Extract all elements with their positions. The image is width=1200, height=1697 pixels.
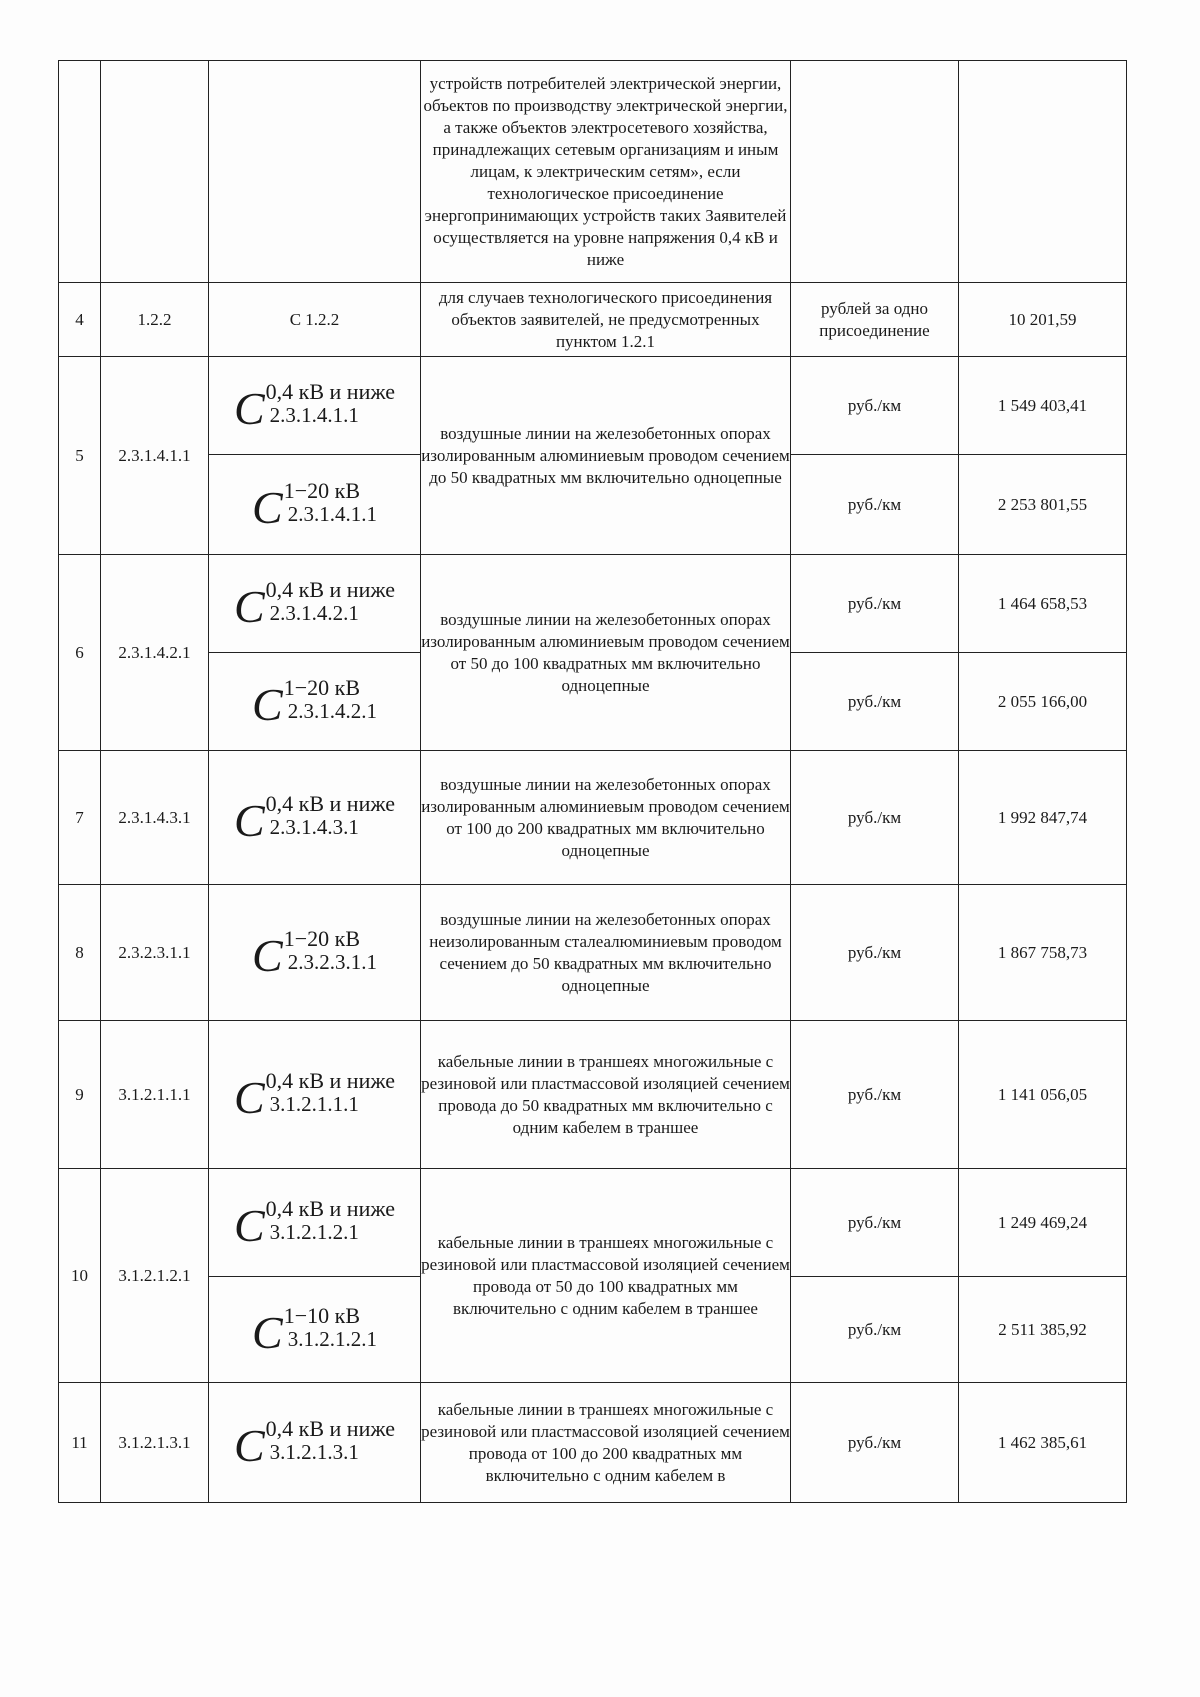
table-row xyxy=(59,1021,1127,1169)
num-cell: 4 xyxy=(59,283,101,357)
rate-cell xyxy=(209,357,421,455)
value-cell: 10 201,59 xyxy=(959,283,1127,357)
rate-formula: C 1−20 кВ 2.3.1.4.2.1 xyxy=(252,674,377,730)
rate-cell xyxy=(209,1383,421,1503)
unit-cell: руб./км xyxy=(791,1169,959,1277)
unit-cell: руб./км xyxy=(791,555,959,653)
code-cell xyxy=(101,61,209,283)
num-cell: 9 xyxy=(59,1021,101,1169)
rate-formula: C 0,4 кВ и ниже 2.3.1.4.1.1 xyxy=(233,378,396,434)
code-cell: 2.3.1.4.3.1 xyxy=(101,751,209,885)
unit-cell: руб./км xyxy=(791,1021,959,1169)
rate-cell xyxy=(209,1277,421,1383)
rate-formula: C 1−20 кВ 2.3.1.4.1.1 xyxy=(252,477,377,533)
value-cell: 1 549 403,41 xyxy=(959,357,1127,455)
description-cell: воздушные линии на железобетонных опорах изолированным алюминиевым проводом сечением до 50 квадратных мм включительно одноцепные xyxy=(421,357,791,555)
num-cell: 5 xyxy=(59,357,101,555)
value-cell xyxy=(959,61,1127,283)
description-cell: воздушные линии на железобетонных опорах неизолированным сталеалюминиевым проводом сечением до 50 квадратных мм включительно одноцепные xyxy=(421,885,791,1021)
rate-cell xyxy=(209,751,421,885)
rate-formula: C 1−20 кВ 2.3.2.3.1.1 xyxy=(252,925,377,981)
code-cell: 1.2.2 xyxy=(101,283,209,357)
value-cell: 1 992 847,74 xyxy=(959,751,1127,885)
value-cell: 1 867 758,73 xyxy=(959,885,1127,1021)
rate-cell xyxy=(209,555,421,653)
description-cell: устройств потребителей электрической энергии, объектов по производству электрической энергии, а также объектов электросетевого хозяйства, принадлежащих сетевым организациям и иным лицам, к электрическим сетям», если технологическое присоединение энергопринимающих устройств таких Заявителей осуществляется на уровне напряжения 0,4 кВ и ниже xyxy=(421,61,791,283)
value-cell: 1 141 056,05 xyxy=(959,1021,1127,1169)
unit-cell: руб./км xyxy=(791,455,959,555)
value-cell: 2 511 385,92 xyxy=(959,1277,1127,1383)
rate-cell xyxy=(209,653,421,751)
code-cell: 2.3.1.4.1.1 xyxy=(101,357,209,555)
value-cell: 1 249 469,24 xyxy=(959,1169,1127,1277)
table-row xyxy=(59,1169,1127,1277)
rate-formula: C 0,4 кВ и ниже 3.1.2.1.1.1 xyxy=(233,1067,396,1123)
description-cell: кабельные линии в траншеях многожильные с резиновой или пластмассовой изоляцией сечением провода от 50 до 100 квадратных мм включительно с одним кабелем в траншее xyxy=(421,1169,791,1383)
description-cell: воздушные линии на железобетонных опорах изолированным алюминиевым проводом сечением от 100 до 200 квадратных мм включительно одноцепные xyxy=(421,751,791,885)
rate-cell xyxy=(209,61,421,283)
value-cell: 1 462 385,61 xyxy=(959,1383,1127,1503)
description-cell: кабельные линии в траншеях многожильные с резиновой или пластмассовой изоляцией сечением провода до 50 квадратных мм включительно с одним кабелем в траншее xyxy=(421,1021,791,1169)
num-cell xyxy=(59,61,101,283)
description-cell: для случаев технологического присоединения объектов заявителей, не предусмотренных пунктом 1.2.1 xyxy=(421,283,791,357)
code-cell: 3.1.2.1.2.1 xyxy=(101,1169,209,1383)
table-row xyxy=(59,357,1127,455)
rate-cell xyxy=(209,885,421,1021)
table-row xyxy=(59,61,1127,283)
rate-cell xyxy=(209,455,421,555)
table-row xyxy=(59,751,1127,885)
rate-cell xyxy=(209,1169,421,1277)
table-row xyxy=(59,1383,1127,1503)
rate-cell xyxy=(209,1021,421,1169)
unit-cell: руб./км xyxy=(791,357,959,455)
description-cell: кабельные линии в траншеях многожильные с резиновой или пластмассовой изоляцией сечением провода от 100 до 200 квадратных мм включительно с одним кабелем в xyxy=(421,1383,791,1503)
description-cell: воздушные линии на железобетонных опорах изолированным алюминиевым проводом сечением от 50 до 100 квадратных мм включительно одноцепные xyxy=(421,555,791,751)
code-cell: 3.1.2.1.3.1 xyxy=(101,1383,209,1503)
table-row xyxy=(59,555,1127,653)
num-cell: 6 xyxy=(59,555,101,751)
num-cell: 8 xyxy=(59,885,101,1021)
rate-formula: C 0,4 кВ и ниже 3.1.2.1.2.1 xyxy=(233,1195,396,1251)
num-cell: 7 xyxy=(59,751,101,885)
rate-formula: C 0,4 кВ и ниже 2.3.1.4.3.1 xyxy=(233,790,396,846)
unit-cell: руб./км xyxy=(791,653,959,751)
code-cell: 2.3.1.4.2.1 xyxy=(101,555,209,751)
unit-cell xyxy=(791,61,959,283)
unit-cell: руб./км xyxy=(791,885,959,1021)
rate-formula: C 0,4 кВ и ниже 3.1.2.1.3.1 xyxy=(233,1415,396,1471)
num-cell: 11 xyxy=(59,1383,101,1503)
num-cell: 10 xyxy=(59,1169,101,1383)
unit-cell: руб./км xyxy=(791,751,959,885)
value-cell: 1 464 658,53 xyxy=(959,555,1127,653)
rate-formula: C 0,4 кВ и ниже 2.3.1.4.2.1 xyxy=(233,576,396,632)
code-cell: 2.3.2.3.1.1 xyxy=(101,885,209,1021)
unit-cell: руб./км xyxy=(791,1277,959,1383)
rate-formula: C 1−10 кВ 3.1.2.1.2.1 xyxy=(252,1302,377,1358)
value-cell: 2 253 801,55 xyxy=(959,455,1127,555)
table-row xyxy=(59,885,1127,1021)
tariff-table xyxy=(58,60,1127,1503)
unit-cell: рублей за одно присоединение xyxy=(791,283,959,357)
table-row xyxy=(59,283,1127,357)
unit-cell: руб./км xyxy=(791,1383,959,1503)
value-cell: 2 055 166,00 xyxy=(959,653,1127,751)
rate-cell: С 1.2.2 xyxy=(209,283,421,357)
code-cell: 3.1.2.1.1.1 xyxy=(101,1021,209,1169)
